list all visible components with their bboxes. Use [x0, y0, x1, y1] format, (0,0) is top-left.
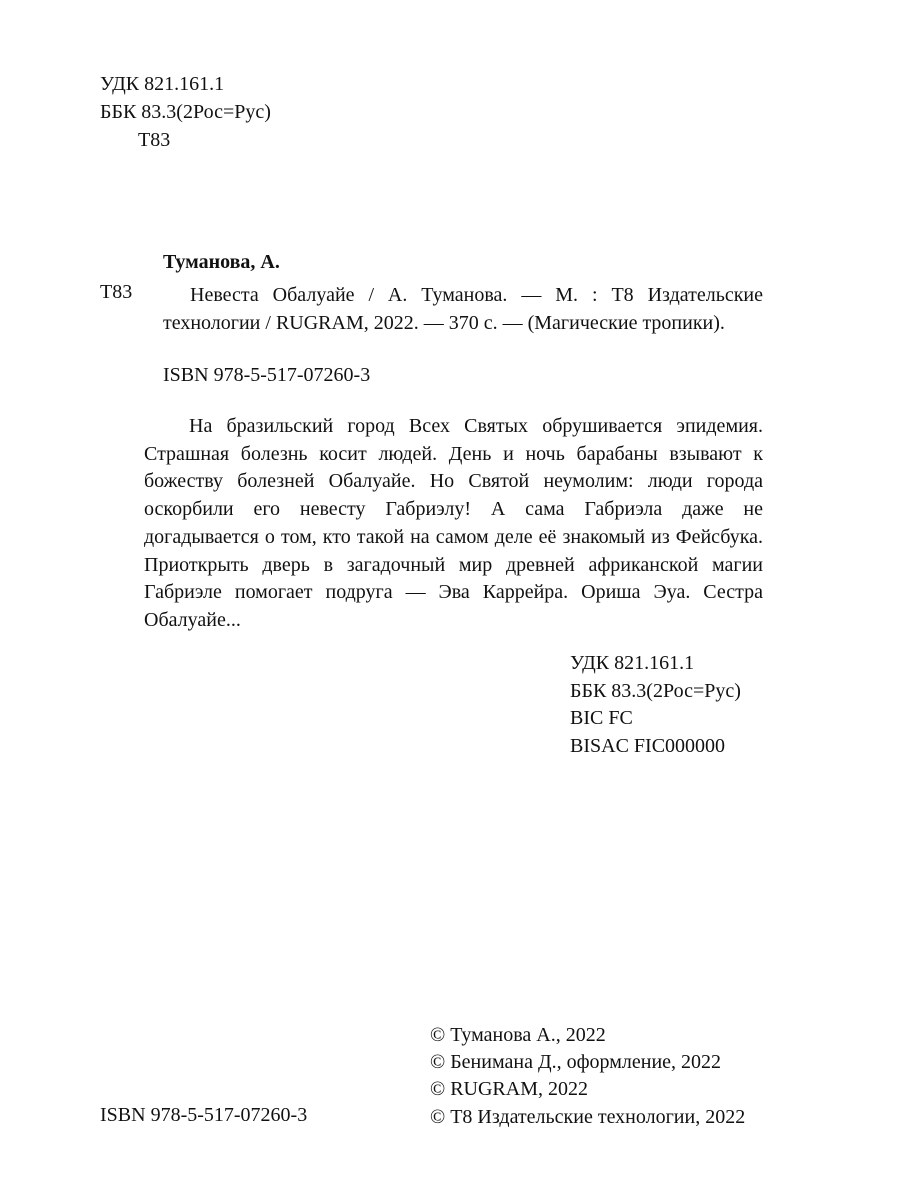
codes-block	[570, 650, 741, 760]
copyright-block	[430, 1022, 745, 1131]
copyright-line-publisher: © Т8 Издательские технологии, 2022	[430, 1105, 746, 1128]
catalog-author: Туманова, А.	[163, 251, 280, 273]
isbn-line: ISBN 978-5-517-07260-3	[163, 364, 371, 386]
bbk-code-top: ББК 83.3(2Рос=Рус)	[100, 101, 271, 123]
udk-code-top: УДК 821.161.1	[100, 73, 225, 95]
author-sign-code: Т83	[138, 129, 171, 151]
catalog-entry-text: Невеста Обалуайе / А. Туманова. — М. : Т8 Издательские технологии / RUGRAM, 2022. — 370 с. — (Магические тропики).	[163, 284, 763, 334]
udk-code-right: УДК 821.161.1	[570, 652, 695, 674]
catalog-code: Т83	[100, 281, 133, 303]
bic-code: BIC FC	[570, 707, 633, 730]
catalog-entry-block	[100, 281, 763, 337]
copyright-line-rugram: © RUGRAM, 2022	[430, 1078, 588, 1101]
bottom-isbn: ISBN 978-5-517-07260-3	[100, 1103, 308, 1126]
annotation-paragraph: На бразильский город Всех Святых обрушивается эпидемия. Страшная болезнь косит людей. День и ночь барабаны взывают к божеству болезней Обалуайе. Но Святой неумолим: люди города оскорбили его невесту Габриэлу! А сама Габриэла даже не догадывается о том, кто такой на самом деле её знакомый из Фейсбука. Приоткрыть дверь в загадочный мир древней африканской магии Габриэле помогает подруга — Эва Каррейра. Ориша Эуа. Сестра Обалуайе...	[144, 415, 763, 631]
copyright-line-designer: © Бенимана Д., оформление, 2022	[430, 1051, 722, 1074]
bbk-code-right: ББК 83.3(2Рос=Рус)	[570, 679, 741, 702]
classification-block	[100, 70, 271, 154]
bisac-code: BISAC FIC000000	[570, 734, 726, 757]
copyright-line-author: © Туманова А., 2022	[430, 1024, 606, 1046]
annotation-block	[144, 413, 763, 635]
